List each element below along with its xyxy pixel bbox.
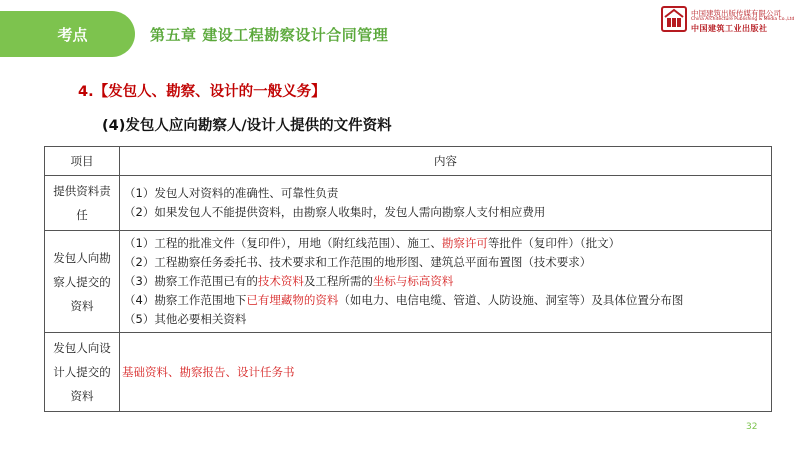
content-line [124,291,767,310]
highlighted-text: 基础资料、勘察报告、设计任务书 [122,364,295,379]
header-content: 内容 [120,147,772,176]
logo-text-english: China Architecture Publishing & Media Co.,Ltd [691,17,795,22]
row-content [120,333,772,412]
content-line [124,253,767,272]
row-item-label: 提供资料责任 [45,176,120,231]
content-line [124,310,767,329]
content-text: （1）发包人对资料的准确性、可靠性负责 [124,186,339,200]
content-line [124,234,767,253]
table-row [45,333,772,412]
content-line [124,184,767,203]
content-text: （1）工程的批准文件（复印件），用地（附红线范围）、施工、 [124,236,442,250]
chapter-title: 第五章 建设工程勘察设计合同管理 [150,26,389,44]
header-tab-label: 考点 [57,25,88,44]
content-text: 及工程所需的 [303,274,373,288]
logo-text-company: 中国建筑出版传媒有限公司 [691,9,781,18]
row-content [120,176,772,231]
obligations-table [44,146,772,412]
content-text: （2）工程勘察任务委托书、技术要求和工作范围的地形图、建筑总平面布置图（技术要求） [124,255,592,269]
page-number: 32 [746,422,758,432]
content-text: 等批件（复印件）（批文） [487,236,621,250]
publisher-emblem-icon [661,6,687,32]
row-item-label: 发包人向勘察人提交的资料 [45,231,120,333]
section-title: 4.【发包人、勘察、设计的一般义务】 [78,84,326,100]
row-content [120,231,772,333]
highlighted-text: 已有埋藏物的资料 [246,293,339,307]
row-item-label: 发包人向设计人提交的资料 [45,333,120,412]
logo-text-press: 中国建筑工业出版社 [691,24,768,33]
table-row [45,176,772,231]
header-tab [0,11,135,57]
content-text: （2）如果发包人不能提供资料，由勘察人收集时，发包人需向勘察人支付相应费用 [124,205,546,219]
header-item: 项目 [45,147,120,176]
content-text: （5）其他必要相关资料 [124,312,247,326]
publisher-logo [661,6,793,32]
content-text: （如电力、电信电缆、管道、人防设施、洞室等）及具体位置分布图 [338,293,684,307]
content-text: （4）勘察工作范围地下 [124,293,247,307]
table-row [45,231,772,333]
highlighted-text: 技术资料 [257,274,304,288]
content-line [124,203,767,222]
content-line [122,363,767,382]
highlighted-text: 勘察许可 [441,236,488,250]
content-text: （3）勘察工作范围已有的 [124,274,258,288]
table-header-row [45,147,772,176]
sub-title: (4)发包人应向勘察人/设计人提供的文件资料 [102,118,392,134]
content-line [124,272,767,291]
highlighted-text: 坐标与标高资料 [372,274,454,288]
